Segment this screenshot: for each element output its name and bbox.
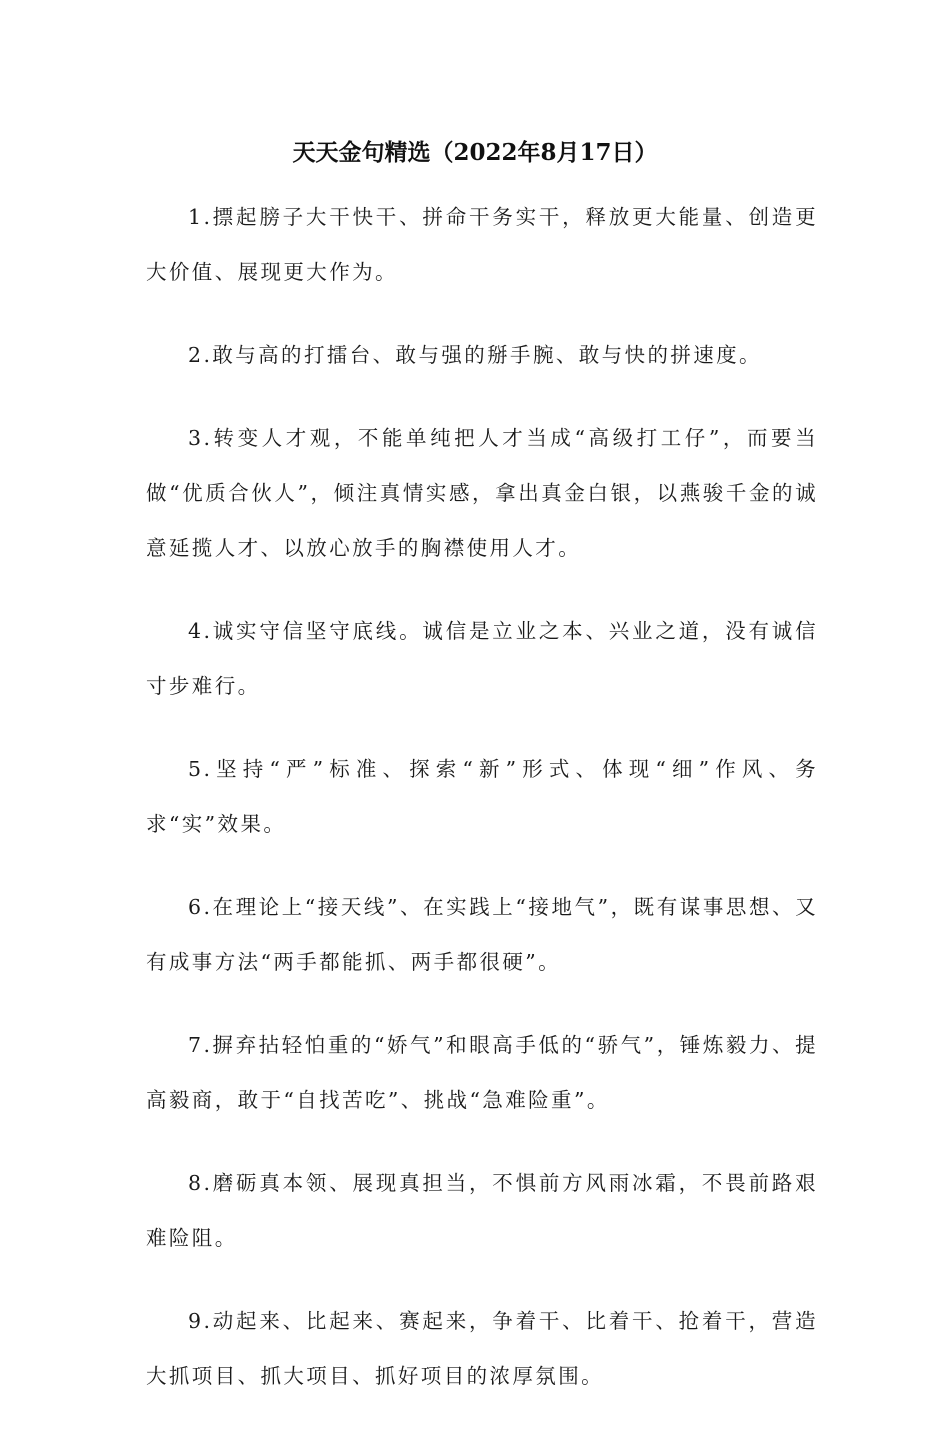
quote-paragraph-5: 5.坚持“严”标准、探索“新”形式、体现“细”作风、务求“实”效果。: [146, 757, 818, 836]
quote-paragraph-4: 4.诚实守信坚守底线。诚信是立业之本、兴业之道，没有诚信寸步难行。: [146, 619, 818, 698]
document-title: 天天金句精选（2022年8月17日）: [292, 139, 658, 166]
quote-paragraph-9: 9.动起来、比起来、赛起来，争着干、比着干、抢着干，营造大抓项目、抓大项目、抓好项目的浓厚氛围。: [146, 1309, 818, 1388]
quote-paragraph-8: 8.磨砺真本领、展现真担当，不惧前方风雨冰霜，不畏前路艰难险阻。: [146, 1171, 818, 1250]
quote-paragraph-7: 7.摒弃拈轻怕重的“娇气”和眼高手低的“骄气”，锤炼毅力、提高毅商，敢于“自找苦吃”、挑战“急难险重”。: [146, 1033, 818, 1112]
quote-paragraph-1: 1.摽起膀子大干快干、拼命干务实干，释放更大能量、创造更大价值、展现更大作为。: [146, 205, 818, 284]
quote-paragraph-2: 2.敢与高的打擂台、敢与强的掰手腕、敢与快的拼速度。: [188, 343, 762, 367]
quote-paragraph-3: 3.转变人才观，不能单纯把人才当成“高级打工仔”，而要当做“优质合伙人”，倾注真情实感，拿出真金白银，以燕骏千金的诚意延揽人才、以放心放手的胸襟使用人才。: [146, 426, 818, 560]
quote-paragraph-6: 6.在理论上“接天线”、在实践上“接地气”，既有谋事思想、又有成事方法“两手都能抓、两手都很硬”。: [146, 895, 818, 974]
document-body: [146, 190, 818, 1432]
